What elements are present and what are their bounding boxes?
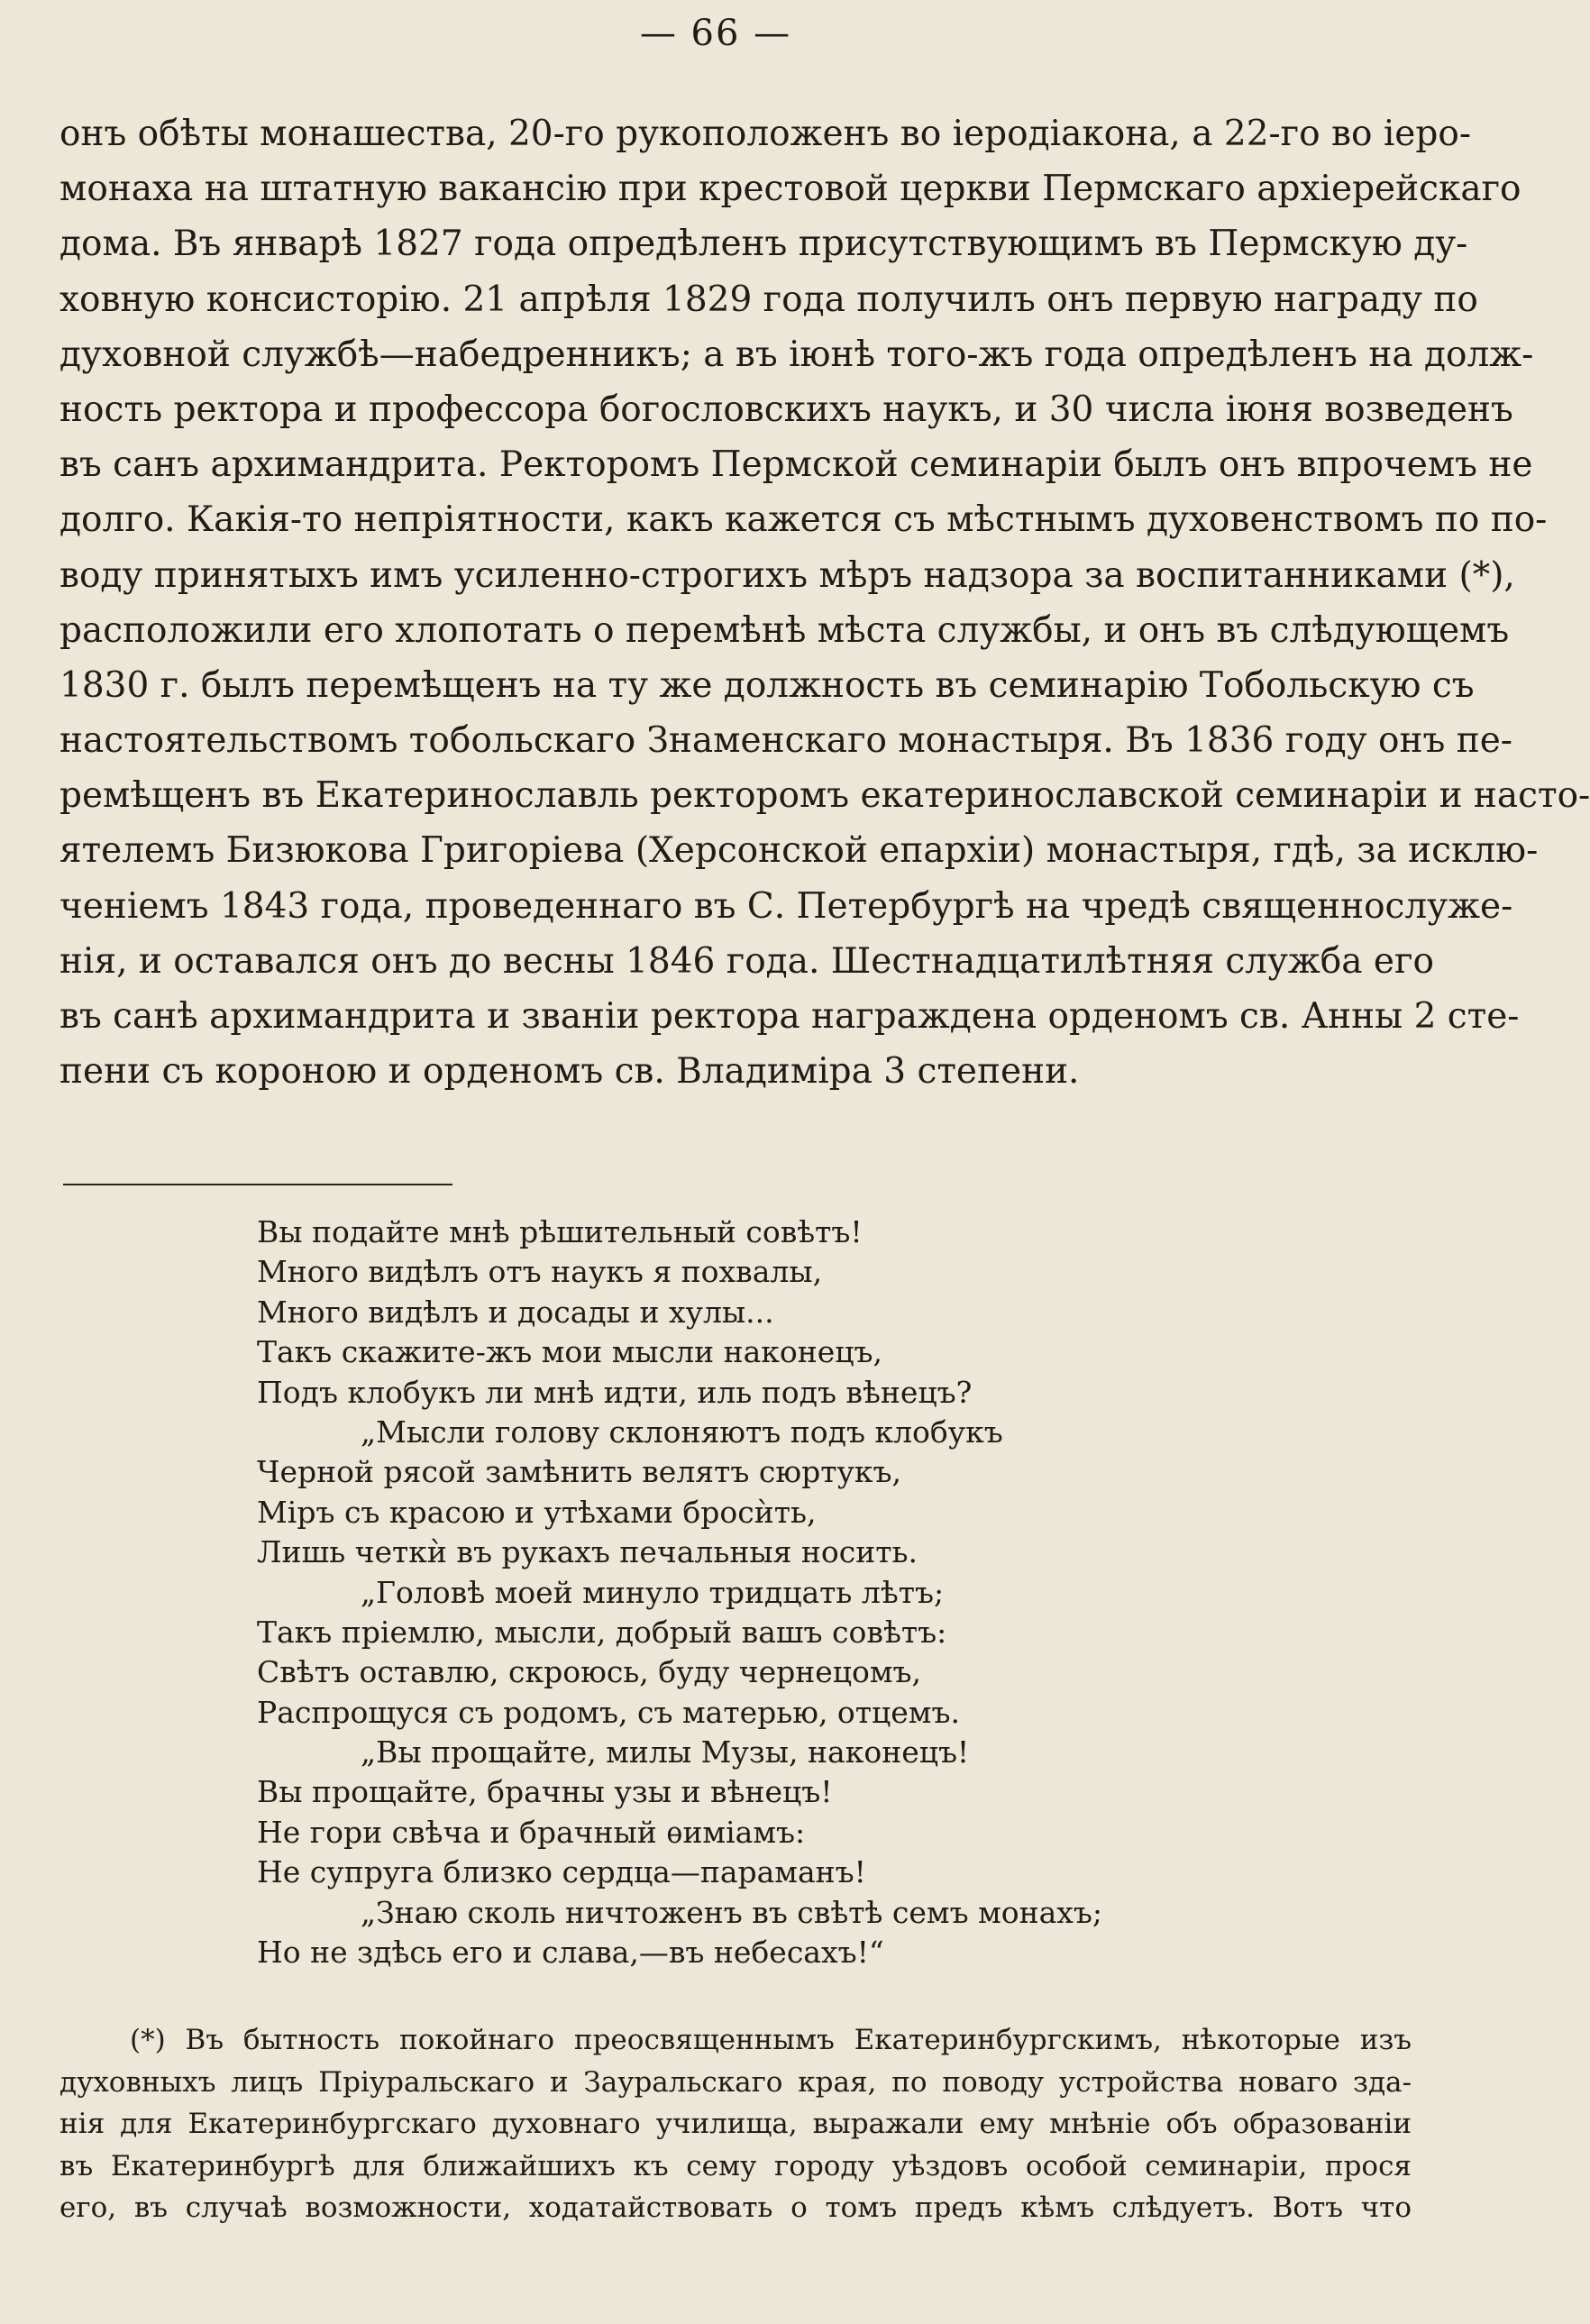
poem-line: „Знаю сколь ничтоженъ въ свѣтѣ семъ монахъ; [361,1894,1103,1930]
text-line: въ санѣ архимандрита и званіи ректора награждена орденомъ св. Анны 2 сте- [59,996,1520,1037]
poem-line: Не супруга близко сердца—параманъ! [257,1854,866,1890]
poem [257,1212,1339,1972]
poem-line: Много видѣлъ и досады и хулы... [257,1294,774,1330]
text-line: расположили его хлопотать о перемѣнѣ мѣста службы, и онъ въ слѣдующемъ [59,609,1510,651]
text-line: долго. Какія-то непріятности, какъ кажется съ мѣстнымъ духовенствомъ по по- [59,499,1548,541]
text-line: воду принятыхъ имъ усиленно-строгихъ мѣръ надзора за воспитанниками (*), [59,554,1515,596]
text-line: ченіемъ 1843 года, проведеннаго въ С. Петербургѣ на чредѣ священнослуже- [59,885,1513,927]
poem-line: Не гори свѣча и брачный ѳиміамъ: [257,1814,806,1850]
poem-line: Вы подайте мнѣ рѣшительный совѣтъ! [257,1214,863,1249]
text-line: онъ обѣты монашества, 20-го рукоположенъ во іеродіакона, а 22-го во іеро- [59,114,1471,154]
poem-line: Подъ клобукъ ли мнѣ идти, иль подъ вѣнецъ? [257,1374,973,1410]
poem-line: „Мысли голову склоняютъ подъ клобукъ [361,1414,1003,1450]
text-line: дома. Въ январѣ 1827 года опредѣленъ присутствующимъ въ Пермскую ду- [59,224,1468,265]
poem-line: Такъ скажите-жъ мои мысли наконецъ, [257,1334,882,1370]
text-line: ремѣщенъ въ Екатеринославль ректоромъ екатеринославской семинаріи и насто- [59,775,1590,817]
poem-line: Свѣтъ оставлю, скроюсь, буду чернецомъ, [257,1654,922,1690]
text-line: ность ректора и профессора богословскихъ наукъ, и 30 числа іюня возведенъ [59,389,1513,430]
footnote-divider [63,1184,452,1185]
poem-line: Но не здѣсь его и слава,—въ небесахъ!“ [257,1935,884,1971]
page-number: — 66 — [639,13,792,54]
footnote-line: нія для Екатеринбургскаго духовнаго училища, выражали ему мнѣніе объ образованіи [59,2108,1412,2140]
footnote-line: (*) Въ бытность покойнаго преосвященнымъ Екатеринбургскимъ, нѣкоторые изъ [130,2024,1412,2056]
poem-line: Черной рясой замѣнить велятъ сюртукъ, [257,1454,901,1490]
footnote-line: духовныхъ лицъ Пріуральскаго и Зауральскаго края, по поводу устройства новаго зда- [59,2065,1412,2099]
footnote-line: въ Екатеринбургѣ для ближайшихъ къ сему городу уѣздовъ особой семинаріи, прося [59,2149,1412,2182]
poem-line: Лишь четкѝ въ рукахъ печальныя носить. [257,1534,918,1570]
footnote [59,2019,1412,2229]
text-line: настоятельствомъ тобольскаго Знаменскаго монастыря. Въ 1836 году онъ пе- [59,720,1512,762]
main-text [59,106,1590,1099]
text-line: въ санъ архимандрита. Ректоромъ Пермской семинаріи былъ онъ впрочемъ не [59,444,1533,486]
text-line: духовной службѣ—набедренникъ; а въ іюнѣ того-жъ года опредѣленъ на долж- [59,334,1534,375]
text-line: нія, и оставался онъ до весны 1846 года. Шестнадцатилѣтняя служба его [59,940,1434,982]
poem-line: Такъ пріемлю, мысли, добрый вашъ совѣтъ: [257,1614,947,1650]
text-line: ятелемъ Бизюкова Григоріева (Херсонской епархіи) монастыря, гдѣ, за исклю- [59,830,1539,872]
text-line: пени съ короною и орденомъ св. Владиміра 3 степени. [59,1051,1080,1093]
footnote-line: его, въ случаѣ возможности, ходатайствовать о томъ предъ кѣмъ слѣдуетъ. Вотъ что [59,2191,1412,2224]
poem-line: Міръ съ красою и утѣхами бросѝть, [257,1494,817,1530]
poem-line: „Головѣ моей минуло тридцать лѣтъ; [361,1574,945,1610]
poem-line: Много видѣлъ отъ наукъ я похвалы, [257,1254,823,1290]
poem-line: Распрощуся съ родомъ, съ матерью, отцемъ. [257,1694,960,1730]
poem-line: Вы прощайте, брачны узы и вѣнецъ! [257,1774,833,1810]
text-line: 1830 г. былъ перемѣщенъ на ту же должность въ семинарію Тобольскую съ [59,664,1475,706]
text-line: монаха на штатную вакансію при крестовой церкви Пермскаго архіерейскаго [59,169,1521,210]
poem-line: „Вы прощайте, милы Музы, наконецъ! [361,1734,970,1770]
text-line: ховную консисторію. 21 апрѣля 1829 года получилъ онъ первую награду по [59,279,1478,320]
